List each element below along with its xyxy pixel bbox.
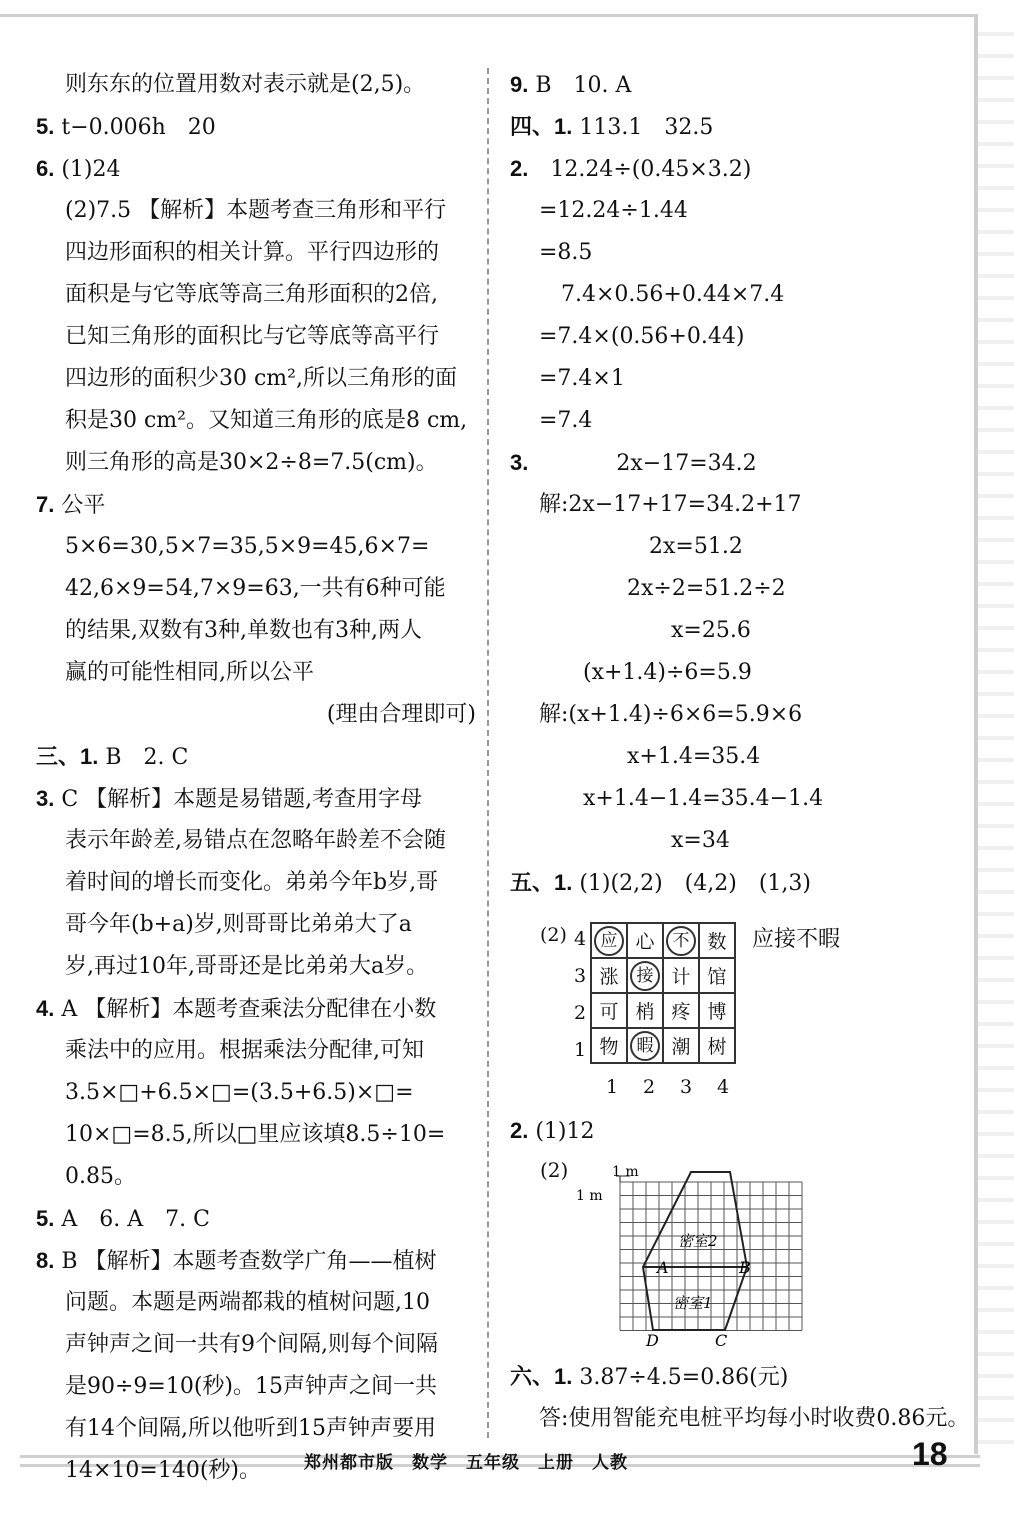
grid-cell [699, 958, 735, 993]
line-text: 哥今年(b+a)岁,则哥哥比弟弟大了a [65, 912, 412, 937]
floor-plan-figure [560, 1160, 840, 1350]
grid-cell [663, 1028, 699, 1063]
right-line [510, 106, 960, 148]
line-text: =12.24÷1.44 [539, 198, 688, 223]
grid-column-label: 2 [643, 1076, 656, 1098]
grid-character: 疼 [671, 1001, 691, 1023]
line-text: 解:2x−17+17=34.2+17 [539, 492, 802, 517]
line-text: 着时间的增长而变化。弟弟今年b岁,哥 [65, 870, 439, 895]
circled-character: 不 [666, 926, 696, 956]
point-a-label: A [657, 1258, 669, 1277]
grid-character: 物 [599, 1036, 619, 1058]
grid-cell [663, 993, 699, 1028]
column-divider [487, 68, 489, 1438]
left-line [36, 1198, 476, 1240]
right-line [510, 526, 960, 568]
line-text: 113.1 32.5 [572, 115, 714, 140]
line-text: 3.5×□+6.5×□=(3.5+6.5)×□= [65, 1080, 414, 1105]
line-text: 有14个间隔,所以他听到15声钟声要用 [65, 1416, 436, 1441]
line-text: 积是30 cm²。又知道三角形的底是8 cm, [65, 408, 468, 433]
line-text: =7.4 [539, 408, 593, 433]
question-number: 三、1. [36, 744, 99, 769]
grid-cell [591, 923, 627, 958]
line-text: 2x=51.2 [539, 534, 743, 559]
left-line [36, 526, 476, 568]
grid-cell [591, 958, 627, 993]
left-line [36, 148, 476, 190]
line-text: B 10. A [528, 73, 632, 98]
left-line [36, 820, 476, 862]
right-line [510, 736, 960, 778]
grid-cell [591, 993, 627, 1028]
left-line [36, 1156, 476, 1198]
point-d-label: D [646, 1331, 659, 1350]
line-text: t−0.006h 20 [54, 115, 216, 140]
question-number: 2. [510, 156, 529, 181]
line-text: B 【解析】本题考查数学广角——植树 [54, 1249, 437, 1274]
line-text: 5×6=30,5×7=35,5×9=45,6×7= [65, 534, 430, 559]
line-text: 3.87÷4.5=0.86(元) [572, 1365, 789, 1390]
left-line [36, 1072, 476, 1114]
circled-character: 暇 [630, 1031, 660, 1061]
left-line [36, 232, 476, 274]
q2-part2-label: (2) [540, 1158, 569, 1182]
grid-answer: 应接不暇 [752, 927, 841, 952]
right-line [510, 148, 960, 190]
line-text: 10×□=8.5,所以□里应该填8.5÷10= [65, 1122, 446, 1147]
q6-line [510, 1398, 970, 1440]
grid-character: 树 [707, 1036, 727, 1058]
grid-row [591, 1028, 735, 1063]
line-text: 四边形面积的相关计算。平行四边形的 [65, 240, 440, 265]
line-text: x+1.4−1.4=35.4−1.4 [539, 786, 824, 811]
line-text: 则东东的位置用数对表示就是(2,5)。 [65, 72, 426, 97]
question-number: 5. [36, 1206, 55, 1231]
line-text: (x+1.4)÷6=5.9 [539, 660, 752, 685]
grid-character: 梢 [635, 1001, 655, 1023]
line-text: 四边形的面积少30 cm²,所以三角形的面 [65, 366, 457, 391]
decorative-border-right [974, 14, 1014, 1454]
grid-row-label: 3 [574, 965, 587, 987]
right-line [510, 442, 960, 484]
grid-cell [699, 993, 735, 1028]
line-text: 岁,再过10年,哥哥还是比弟弟大a岁。 [65, 954, 429, 979]
grid-character: 馆 [707, 966, 727, 988]
right-line [510, 190, 960, 232]
left-line [36, 1030, 476, 1072]
right-line [510, 358, 960, 400]
left-line [36, 694, 476, 736]
idiom-grid [590, 922, 736, 1064]
grid-cell [627, 1028, 663, 1063]
left-line [36, 106, 476, 148]
grid-character: 博 [707, 1001, 727, 1023]
scale-x-label: 1 m [612, 1164, 639, 1180]
line-text: x+1.4=35.4 [539, 744, 761, 769]
line-text: A 【解析】本题考查乘法分配律在小数 [54, 997, 437, 1022]
question-number: 3. [510, 450, 529, 475]
line-text: (2)7.5 【解析】本题考查三角形和平行 [65, 198, 447, 223]
grid-column-label: 1 [606, 1076, 619, 1098]
right-line [510, 694, 960, 736]
right-line [510, 316, 960, 358]
question-number: 五、1. [510, 870, 573, 895]
question-number: 7. [36, 492, 55, 517]
grid-cell [627, 923, 663, 958]
grid-cell [627, 958, 663, 993]
line-text: C 【解析】本题是易错题,考查用字母 [54, 787, 423, 812]
footer-edition: 郑州都市版 数学 五年级 上册 人教 [304, 1453, 628, 1473]
grid-row-label: 4 [574, 928, 587, 950]
question-number: 8. [36, 1248, 55, 1273]
right-column [510, 64, 960, 904]
line-text: 则三角形的高是30×2÷8=7.5(cm)。 [65, 450, 438, 475]
room1-label: 密室1 [673, 1294, 713, 1312]
question-number: 6. [36, 156, 55, 181]
left-line [36, 400, 476, 442]
left-line [36, 778, 476, 820]
line-text: 解:(x+1.4)÷6×6=5.9×6 [539, 702, 803, 727]
circled-character: 应 [594, 926, 624, 956]
grid-row-label: 1 [574, 1039, 587, 1061]
line-text: 2x÷2=51.2÷2 [539, 576, 786, 601]
grid-row-label: 2 [574, 1002, 587, 1024]
left-line [36, 1240, 476, 1282]
scale-y-label: 1 m [576, 1188, 603, 1204]
line-text: (1)(2,2) (4,2) (1,3) [572, 871, 811, 896]
line-text: 的结果,双数有3种,单数也有3种,两人 [65, 618, 422, 643]
left-line [36, 484, 476, 526]
line-text: 0.85。 [65, 1164, 136, 1189]
right-line [510, 610, 960, 652]
page-number: 18 [912, 1436, 948, 1472]
line-text: =7.4×1 [539, 366, 625, 391]
grid-character: 计 [671, 966, 691, 988]
point-b-label: B [739, 1258, 751, 1277]
left-line [36, 1324, 476, 1366]
q2-text: (1)12 [528, 1119, 595, 1144]
line-text: 是90÷9=10(秒)。15声钟声之间一共 [65, 1374, 438, 1399]
line-text: =7.4×(0.56+0.44) [539, 324, 745, 349]
left-line [36, 652, 476, 694]
grid-cell [627, 993, 663, 1028]
question-number: 六、1. [510, 1364, 573, 1389]
grid-cell [663, 958, 699, 993]
grid-character: 可 [599, 1001, 619, 1023]
right-line [510, 64, 960, 106]
line-text: 表示年龄差,易错点在忽略年龄差不会随 [65, 828, 446, 853]
line-text: 7.4×0.56+0.44×7.4 [539, 282, 785, 307]
line-text: 14×10=140(秒)。 [65, 1458, 262, 1483]
grid-cell [699, 1028, 735, 1063]
left-column [36, 64, 476, 1492]
left-line [36, 946, 476, 988]
line-text: A 6. A 7. C [54, 1207, 210, 1232]
left-line [36, 274, 476, 316]
left-line [36, 316, 476, 358]
line-text: 公平 [54, 493, 106, 518]
left-line [36, 610, 476, 652]
line-text: B 2. C [98, 745, 189, 770]
room2-label: 密室2 [678, 1232, 718, 1250]
right-line [510, 484, 960, 526]
left-line [36, 988, 476, 1030]
grid-row [591, 993, 735, 1028]
line-text: 已知三角形的面积比与它等底等高平行 [65, 324, 440, 349]
line-text: (理由合理即可) [326, 702, 476, 727]
q2-number: 2. [510, 1118, 529, 1143]
line-text: (1)24 [54, 157, 121, 182]
line-text: 2x−17=34.2 [528, 451, 757, 476]
left-line [36, 64, 476, 106]
line-text: 12.24÷(0.45×3.2) [528, 157, 752, 182]
q6-line [510, 1356, 960, 1398]
line-text: 声钟声之间一共有9个间隔,则每个间隔 [65, 1332, 438, 1357]
right-line [510, 568, 960, 610]
grid-character: 心 [635, 931, 655, 953]
question-number: 四、1. [510, 114, 573, 139]
question-number: 3. [36, 786, 55, 811]
question-number: 5. [36, 114, 55, 139]
right-line [510, 820, 960, 862]
q6-block [510, 1356, 970, 1440]
grid-character: 涨 [599, 966, 619, 988]
right-line [510, 400, 960, 442]
line-text: 问题。本题是两端都栽的植树问题,10 [65, 1290, 430, 1315]
line-text: x=25.6 [539, 618, 751, 643]
line-text: 答:使用智能充电桩平均每小时收费0.86元。 [539, 1406, 970, 1431]
decorative-border-top [0, 0, 1014, 17]
right-line [510, 232, 960, 274]
left-line [36, 862, 476, 904]
grid-row [591, 958, 735, 993]
line-text: x=34 [539, 828, 730, 853]
grid-column-label: 3 [680, 1076, 693, 1098]
question-number: 9. [510, 72, 529, 97]
grid-cell [591, 1028, 627, 1063]
grid-character: 数 [707, 931, 727, 953]
question-number: 4. [36, 996, 55, 1021]
grid-row [591, 923, 735, 958]
grid-cell [699, 923, 735, 958]
line-text: =8.5 [539, 240, 593, 265]
left-line [36, 1282, 476, 1324]
left-line [36, 358, 476, 400]
left-line [36, 904, 476, 946]
point-c-label: C [715, 1331, 728, 1350]
left-line [36, 736, 476, 778]
line-text: 面积是与它等底等高三角形面积的2倍, [65, 282, 438, 307]
left-line [36, 190, 476, 232]
left-line [36, 1408, 476, 1450]
grid-character: 潮 [671, 1036, 691, 1058]
grid-question-label: (2) [540, 924, 567, 946]
left-line [36, 1366, 476, 1408]
right-line [510, 274, 960, 316]
line-text: 赢的可能性相同,所以公平 [65, 660, 314, 685]
right-line [510, 652, 960, 694]
line-text: 乘法中的应用。根据乘法分配律,可知 [65, 1038, 424, 1063]
right-line [510, 778, 960, 820]
right-line [510, 862, 960, 904]
left-line [36, 1114, 476, 1156]
q2-line [510, 1110, 595, 1153]
circled-character: 接 [630, 961, 660, 991]
left-line [36, 442, 476, 484]
grid-cell [663, 923, 699, 958]
left-line [36, 568, 476, 610]
grid-column-label: 4 [717, 1076, 730, 1098]
line-text: 42,6×9=54,7×9=63,一共有6种可能 [65, 576, 446, 601]
